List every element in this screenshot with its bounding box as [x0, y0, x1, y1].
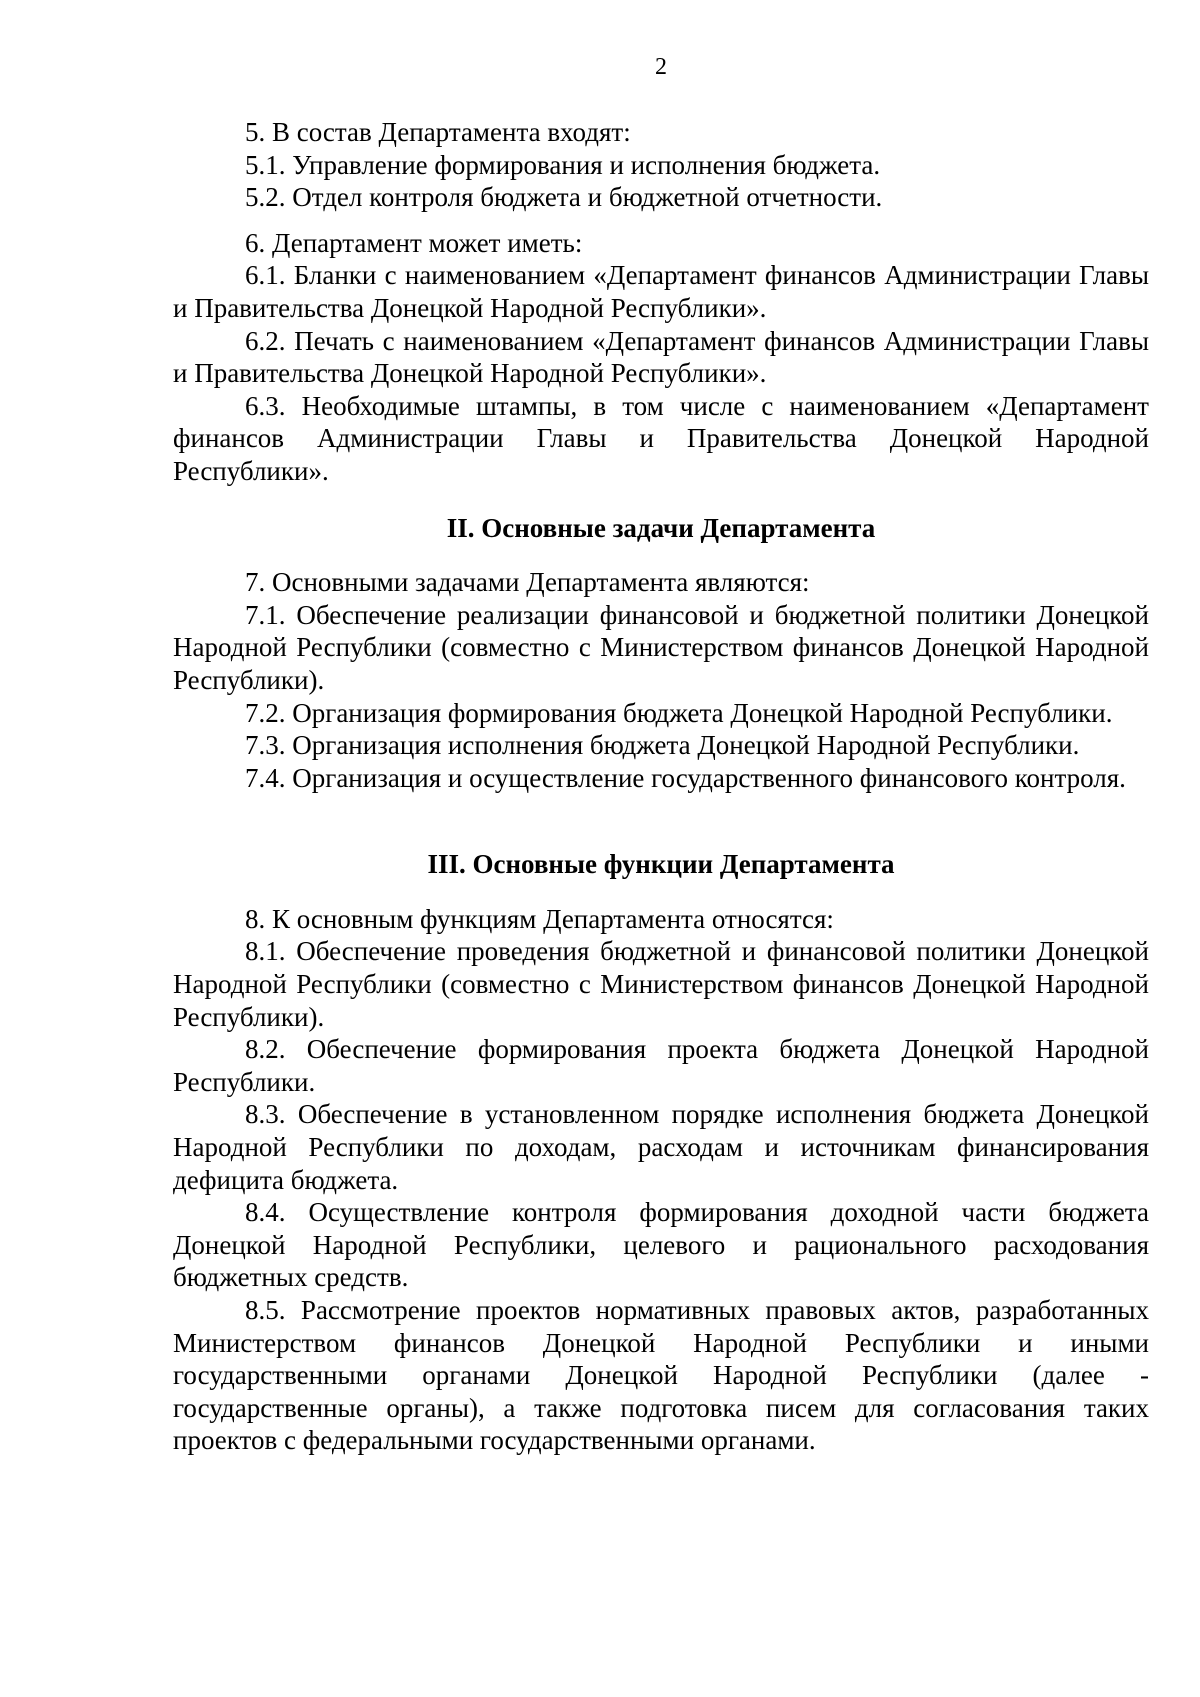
paragraph-7: 7. Основными задачами Департамента являются: — [245, 567, 810, 598]
paragraph-8: 8. К основным функциям Департамента относятся: — [245, 903, 834, 934]
paragraph-8-2: 8.2. Обеспечение формирования проекта бюджета Донецкой Народной Республики. — [173, 1034, 1149, 1097]
document-body — [173, 116, 1149, 1457]
paragraph-8-4: 8.4. Осуществление контроля формирования доходной части бюджета Донецкой Народной Республики, целевого и рационального расходования бюджетных средств. — [173, 1197, 1149, 1293]
paragraph-7-4: 7.4. Организация и осуществление государственного финансового контроля. — [245, 762, 1126, 793]
paragraph-8-5: 8.5. Рассмотрение проектов нормативных правовых актов, разработанных Министерством финансов Донецкой Народной Республики и иными государственными органами Донецкой Народной Республики (далее - государственные органы), а также подготовка писем для согласования таких проектов с федеральными государственными органами. — [173, 1295, 1149, 1456]
paragraph-7-2: 7.2. Организация формирования бюджета Донецкой Народной Республики. — [245, 697, 1113, 728]
paragraph-6-3: 6.3. Необходимые штампы, в том числе с наименованием «Департамент финансов Администрации Главы и Правительства Донецкой Народной Республики». — [173, 390, 1149, 486]
section-heading-2: II. Основные задачи Департамента — [446, 512, 876, 543]
paragraph-5-2: 5.2. Отдел контроля бюджета и бюджетной отчетности. — [245, 182, 883, 213]
paragraph-6: 6. Департамент может иметь: — [245, 227, 583, 258]
section-heading-3: III. Основные функции Департамента — [427, 849, 895, 880]
page-number: 2 — [655, 54, 667, 80]
paragraph-5-1: 5.1. Управление формирования и исполнения бюджета. — [245, 149, 881, 180]
paragraph-5: 5. В состав Департамента входят: — [245, 117, 631, 147]
paragraph-7-1: 7.1. Обеспечение реализации финансовой и бюджетной политики Донецкой Народной Республики (совместно с Министерством финансов Донецкой Народной Республики). — [173, 599, 1149, 695]
paragraph-6-2: 6.2. Печать с наименованием «Департамент финансов Администрации Главы и Правительства Донецкой Народной Республики». — [173, 325, 1149, 389]
paragraph-7-3: 7.3. Организация исполнения бюджета Донецкой Народной Республики. — [245, 730, 1080, 761]
paragraph-8-3: 8.3. Обеспечение в установленном порядке исполнения бюджета Донецкой Народной Республики по доходам, расходам и источникам финансирования дефицита бюджета. — [173, 1099, 1149, 1195]
paragraph-6-1: 6.1. Бланки с наименованием «Департамент финансов Администрации Главы и Правительства Донецкой Народной Республики». — [173, 260, 1149, 323]
paragraph-8-1: 8.1. Обеспечение проведения бюджетной и финансовой политики Донецкой Народной Республики (совместно с Министерством финансов Донецкой Народной Республики). — [173, 936, 1149, 1032]
